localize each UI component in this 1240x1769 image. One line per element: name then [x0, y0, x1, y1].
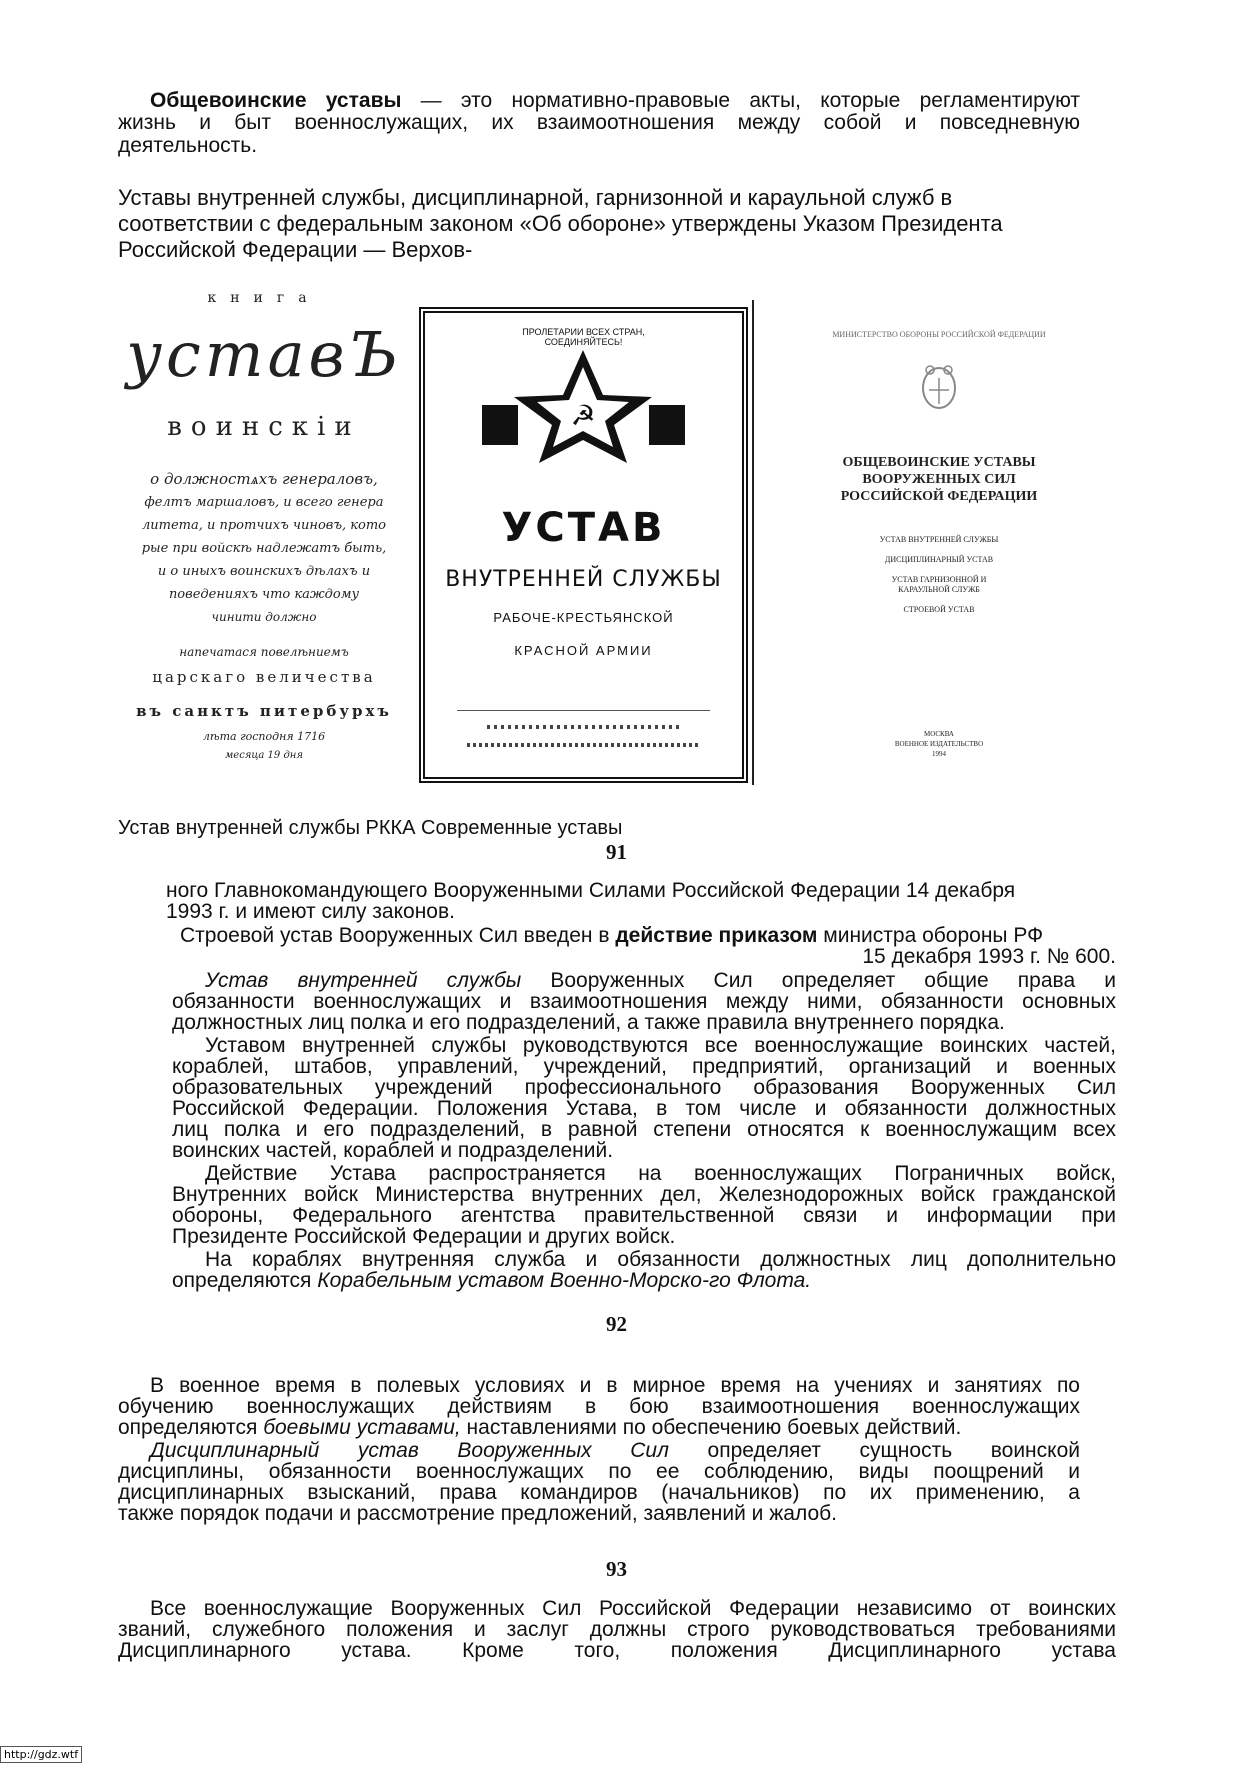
s91-line-3-c: министра обороны РФ [817, 924, 1044, 947]
c1-ustav: уставЪ [126, 318, 402, 391]
c1-kniga: книга [207, 290, 321, 306]
c2-subtitle-3: КРАСНОЙ АРМИИ [514, 643, 653, 658]
c3-publisher: ВОЕННОЕ ИЗДАТЕЛЬСТВО [894, 740, 984, 748]
s92-pa-line-2: обучению военнослужащих действиям в бою взаимоотношения военнослужащих [118, 1395, 1080, 1418]
s92-pb-line-3: дисциплинарных взысканий, права командиров (начальников) по их применению, а [118, 1481, 1080, 1504]
s91-pa-line-3: должностных лиц полка и его подразделений, а также правила внутреннего порядка. [172, 1011, 1005, 1034]
c1-line-14: лѣта господня 1716 [202, 730, 326, 743]
source-link[interactable]: http://gdz.wtf [0, 1746, 82, 1763]
c2-divider [457, 710, 710, 711]
c2-imprint-line [467, 743, 700, 747]
c3-year: 1994 [932, 750, 946, 758]
s92-pa-line-1: В военное время в полевых условиях и в мирное время на учениях и занятиях по [150, 1374, 1080, 1397]
s91-pd-line-2-b: Корабельным уставом Военно-Морско-го Флота. [317, 1269, 812, 1292]
s91-line-3-a: Строевой устав Вооруженных Сил введен в [180, 924, 616, 947]
s91-line-3-b: действие приказом [615, 924, 818, 947]
c1-line-11: напечатася повелѣниемъ [179, 645, 349, 659]
page-number-93: 93 [606, 1557, 627, 1581]
s91-pa-italic: Устав внутренней службы [205, 969, 522, 992]
c3-ministry: МИНИСТЕРСТВО ОБОРОНЫ РОССИЙСКОЙ ФЕДЕРАЦИИ [832, 330, 1046, 339]
s93-line-2: званий, служебного положения и заслуг должны строго руководствоваться требованиями [118, 1618, 1116, 1641]
s91-pa-rest: Вооруженных Сил определяет общие права и [521, 969, 1116, 992]
s92-pa-line-3-b: боевыми уставами, [263, 1416, 461, 1439]
s93-line-1: Все военнослужащие Вооруженных Сил Российской Федерации независимо от воинских [150, 1597, 1116, 1620]
s91-pc-line-1: Действие Устава распространяется на военнослужащих Пограничных войск, [205, 1162, 1116, 1185]
c2-subtitle-1: ВНУТРЕННЕЙ СЛУЖБЫ [445, 567, 722, 592]
s91-pc-line-3: обороны, Федерального агентства правительственной связи и информации при [172, 1204, 1116, 1227]
s92-pb-line-4: также порядок подачи и рассмотрение предложений, заявлений и жалоб. [118, 1502, 838, 1525]
c3-item-1: УСТАВ ВНУТРЕННЕЙ СЛУЖБЫ [879, 535, 999, 544]
c2-top-motto: ПРОЛЕТАРИИ ВСЕХ СТРАН, СОЕДИНЯЙТЕСЬ! [522, 327, 645, 347]
page-number-92: 92 [606, 1312, 627, 1336]
c3-city: МОСКВА [924, 730, 954, 738]
s91-pd-line-2-a: определяются [172, 1269, 318, 1292]
c1-voinskii: воинскiи [167, 412, 361, 442]
s91-line-3 [180, 925, 1043, 946]
s91-pb-line-4: Российской Федерации. Положения Устава, в том числе и обязанности должностных [172, 1097, 1116, 1120]
page-number-91: 91 [606, 840, 627, 864]
star-emblem-icon [477, 345, 690, 465]
intro-line-1 [150, 90, 1080, 111]
s91-pb-line-3: образовательных учреждений профессионального образования Вооруженных Сил [172, 1076, 1116, 1099]
s91-line-1: ного Главнокомандующего Вооруженными Силами Российской Федерации 14 декабря [166, 879, 1016, 902]
s92-pb-italic: Дисциплинарный устав Вооруженных Сил [150, 1439, 669, 1462]
s92-pa-line-3-c: наставлениями по обеспечению боевых действий. [460, 1416, 962, 1439]
cover-peter-charter [118, 290, 410, 790]
intro-term: Общевоинские уставы [150, 89, 402, 112]
s91-line-2: 1993 г. и имеют силу законов. [166, 900, 455, 923]
s91-pb-line-6: воинских частей, кораблей и подразделений. [172, 1139, 614, 1162]
c1-line-13: въ санктъ питербурхъ [136, 702, 392, 720]
c3-item-5: СТРОЕВОЙ УСТАВ [903, 605, 975, 614]
s91-pa-line-1 [205, 970, 1116, 991]
c1-line-5: фелтъ маршаловъ, и всего генера [144, 495, 384, 510]
c1-line-6: литета, и протчихъ чиновъ, кото [141, 518, 387, 533]
c3-item-2: ДИСЦИПЛИНАРНЫЙ УСТАВ [884, 555, 994, 564]
intro-line-3: деятельность. [118, 134, 258, 157]
s91-pc-line-4: Президенте Российской Федерации и других войск. [172, 1225, 676, 1248]
c2-title: УСТАВ [501, 505, 666, 551]
intro-p2-line-3: Российской Федерации — Верхов- [118, 237, 473, 262]
intro-p2-line-1: Уставы внутренней службы, дисциплинарной, гарнизонной и караульной служб в [118, 185, 953, 210]
intro-line-2: жизнь и быт военнослужащих, их взаимоотношения между собой и повседневную [118, 111, 1080, 134]
s91-pd-line-2 [172, 1270, 811, 1291]
c1-line-15: месяца 19 дня [225, 750, 303, 761]
c3-item-4: КАРАУЛЬНОЙ СЛУЖБ [898, 585, 980, 594]
s93-line-3: Дисциплинарного устава. Кроме того, положения Дисциплинарного устава [118, 1639, 1116, 1662]
s92-pb-line-2: дисциплины, обязанности военнослужащих по ее соблюдению, виды поощрений и [118, 1460, 1080, 1483]
c1-line-10: чинити должно [211, 610, 317, 624]
cover-modern-charters [752, 300, 1124, 785]
figure-caption: Устав внутренней службы РККА Современные уставы [118, 817, 623, 839]
c3-title-3: РОССИЙСКОЙ ФЕДЕРАЦИИ [840, 489, 1038, 504]
s92-pa-line-3-a: определяются [118, 1416, 264, 1439]
cover-rkka-charter [417, 305, 750, 785]
c1-line-12: царскаго величества [152, 668, 376, 686]
s92-pb-line-1 [150, 1440, 1080, 1461]
intro-definition: — это нормативно-правовые акты, которые регламентируют [401, 89, 1081, 112]
s91-pc-line-2: Внутренних войск Министерства внутренних дел, Железнодорожных войск гражданской [172, 1183, 1116, 1206]
svg-text:☭: ☭ [570, 399, 596, 432]
c1-line-8: и о иныхъ воинскихъ дѣлахъ и [157, 564, 371, 579]
c2-subtitle-2: РАБОЧЕ-КРЕСТЬЯНСКОЙ [493, 610, 674, 625]
s91-line-4: 15 декабря 1993 г. № 600. [862, 945, 1116, 968]
c1-line-4: о должностѧхъ генераловъ, [150, 470, 378, 488]
s91-pa-line-2: обязанности военнослужащих и взаимоотношения между ними, обязанности основных [172, 990, 1116, 1013]
s92-pa-line-3 [118, 1417, 961, 1438]
c3-item-3: УСТАВ ГАРНИЗОННОЙ И [891, 575, 987, 584]
s91-pb-line-2: кораблей, штабов, управлений, учреждений, предприятий, организаций и военных [172, 1055, 1116, 1078]
c1-line-9: поведенияхъ что каждому [168, 587, 360, 602]
c1-line-7: рые при войскѣ надлежатъ быть, [141, 541, 387, 556]
double-headed-eagle-icon [916, 360, 962, 414]
c3-title-2: ВООРУЖЕННЫХ СИЛ [862, 472, 1016, 487]
s91-pb-line-5: лиц полка и его подразделений, в равной степени относятся к военнослужащим всех [172, 1118, 1116, 1141]
intro-p2-line-2: соответствии с федеральным законом «Об обороне» утверждены Указом Президента [118, 211, 1003, 236]
s91-pd-line-1: На кораблях внутренняя служба и обязанности должностных лиц дополнительно [205, 1248, 1116, 1271]
s92-pb-rest: определяет сущность воинской [668, 1439, 1080, 1462]
c2-imprint-line [487, 725, 680, 729]
s91-pb-line-1: Уставом внутренней службы руководствуются все военнослужащие воинских частей, [205, 1034, 1116, 1057]
c3-title-1: ОБЩЕВОИНСКИЕ УСТАВЫ [842, 455, 1036, 470]
